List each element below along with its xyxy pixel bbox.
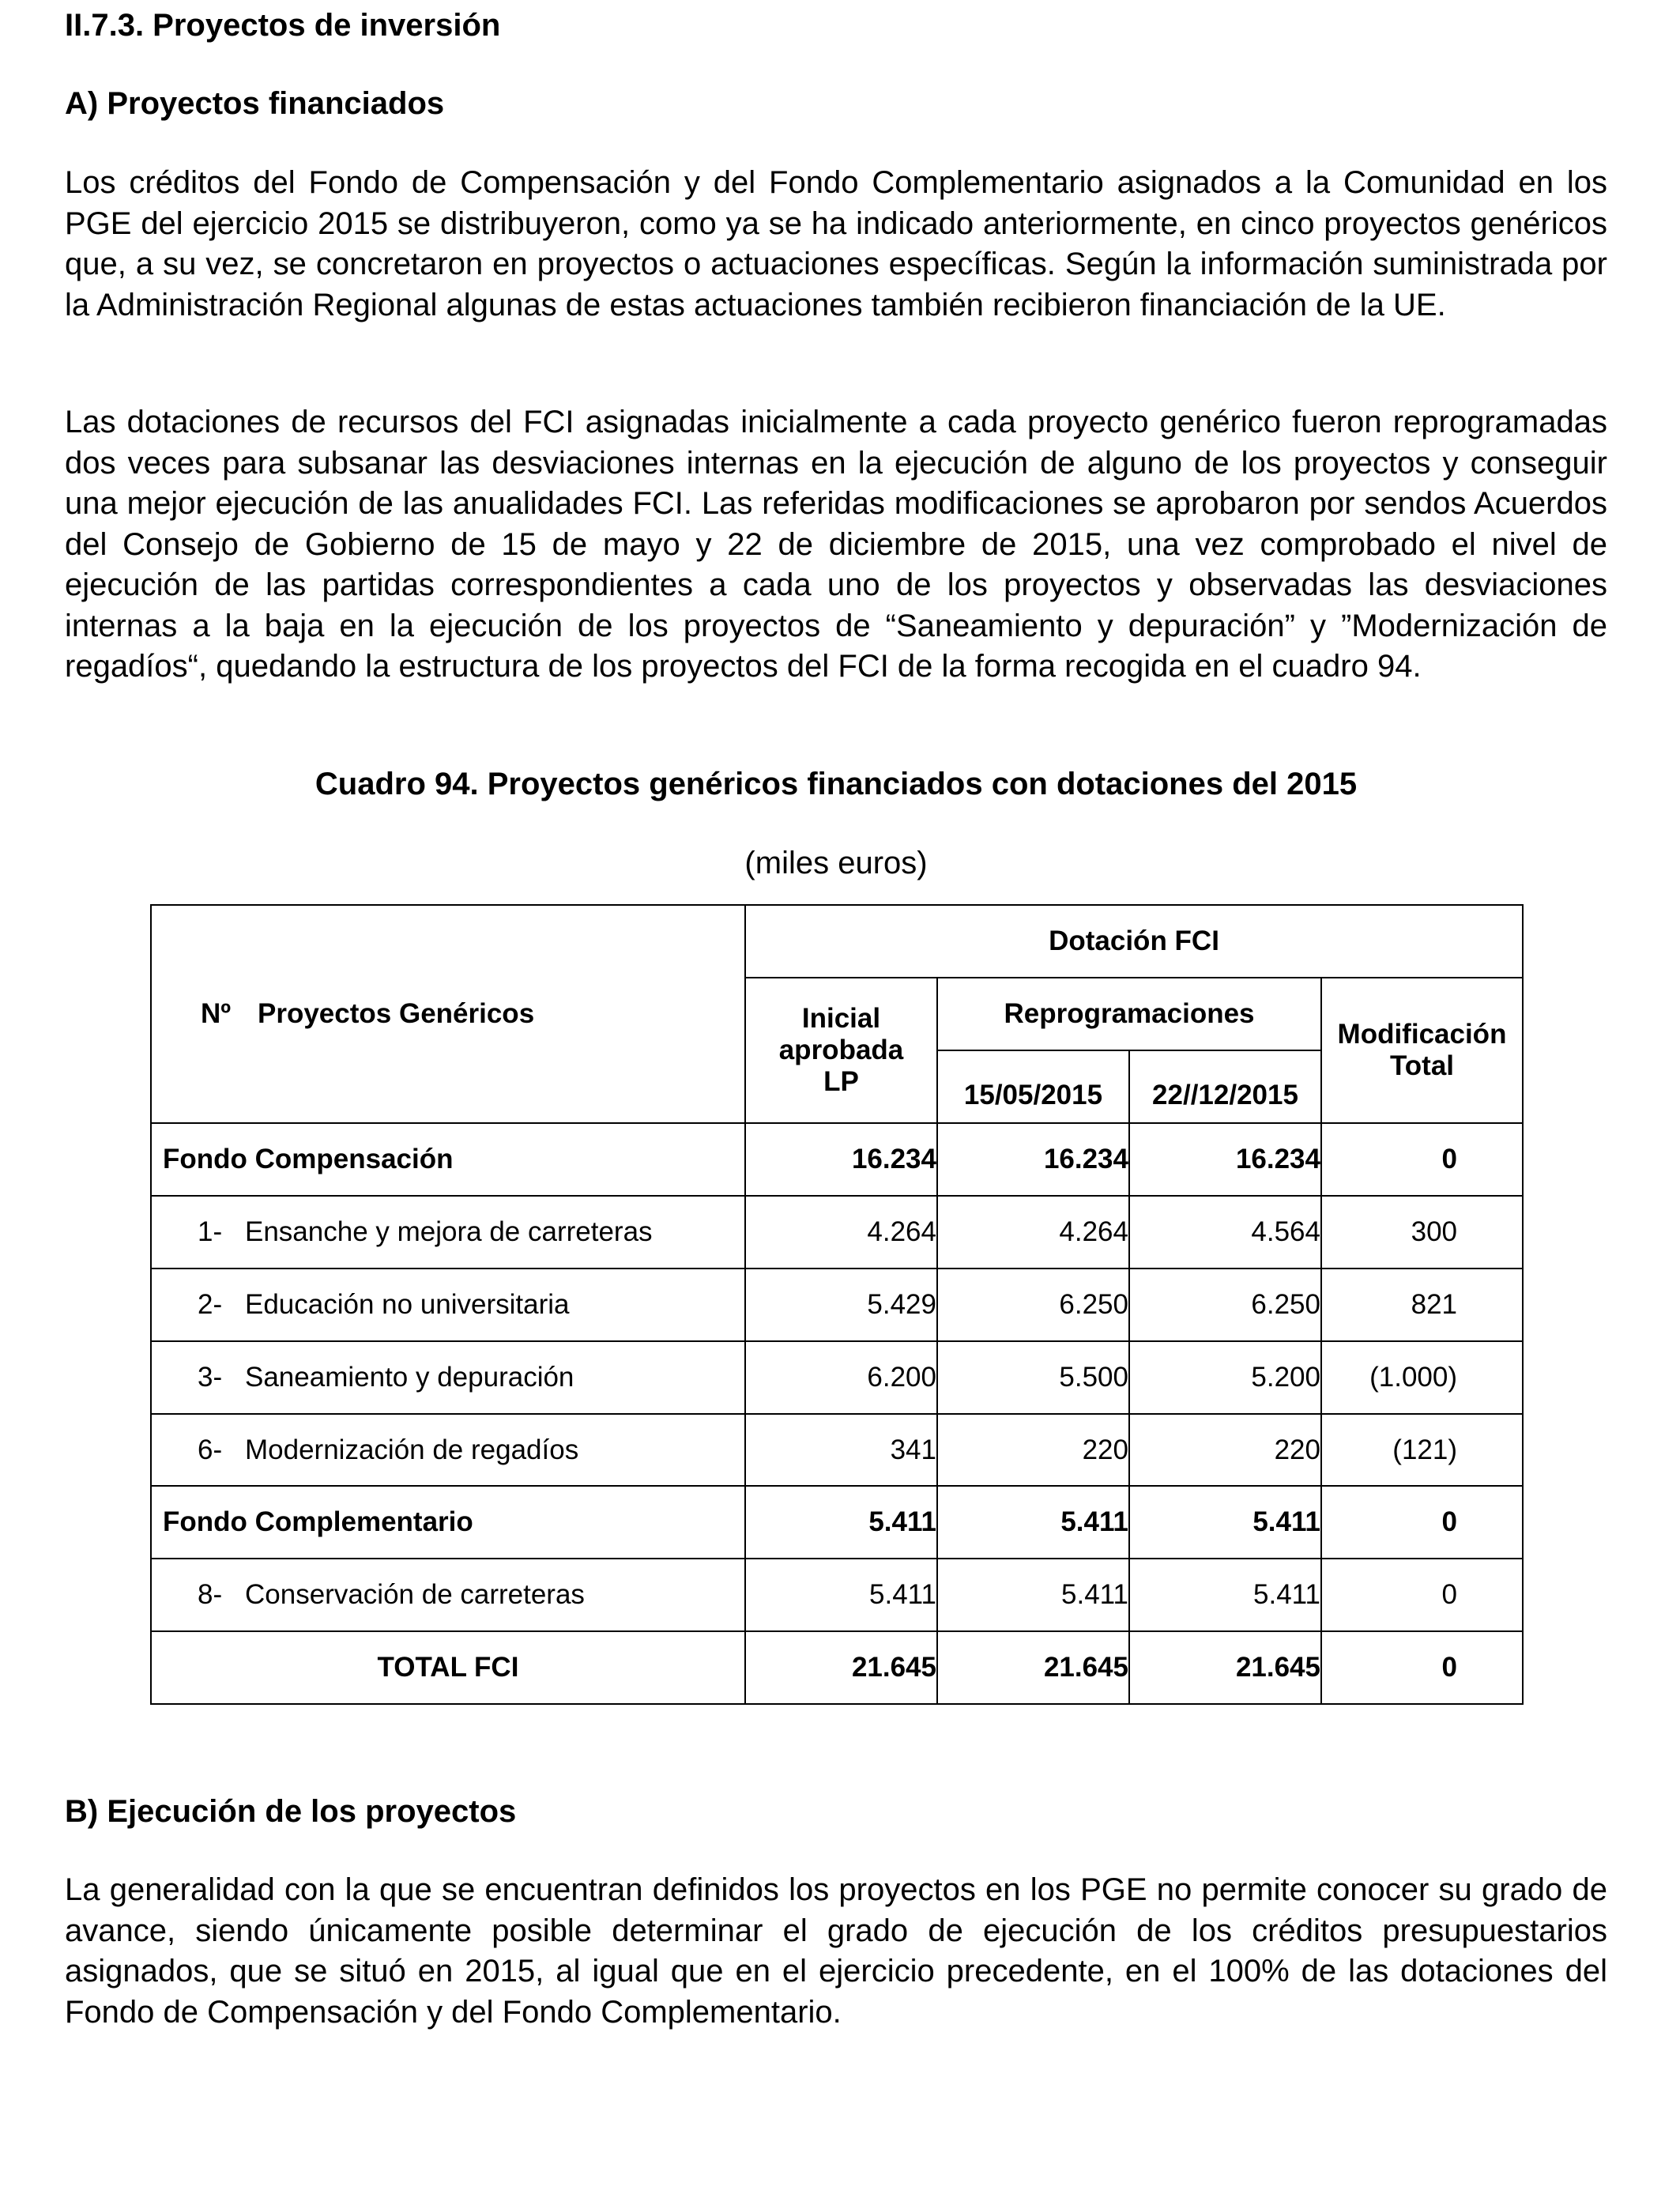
section-title: II.7.3. Proyectos de inversión: [65, 8, 501, 43]
cell-modificacion: 821: [1321, 1269, 1523, 1341]
cell-reprog-1: 220: [937, 1414, 1129, 1487]
row-label: Modernización de regadíos: [245, 1434, 579, 1465]
cell-reprog-1: 5.411: [937, 1486, 1129, 1559]
row-name: [151, 1196, 745, 1269]
row-name: TOTAL FCI: [151, 1631, 745, 1704]
row-name: Fondo Complementario: [151, 1486, 745, 1559]
header-modificacion-line-1: Modificación: [1337, 1019, 1507, 1050]
header-reprogramaciones: Reprogramaciones: [937, 978, 1321, 1050]
paragraph-credits-distribution: Los créditos del Fondo de Compensación y del Fondo Complementario asignados a la Comunidad en los PGE del ejercicio 2015 se distribuyeron, como ya se ha indicado anteriormente, en cinco proyectos genéricos que, a su vez, se concretaron en proyectos o actuaciones específicas. Según la información suministrada por la Administración Regional algunas de estas actuaciones también recibieron financiación de la UE.: [65, 165, 1607, 322]
cell-modificacion: (121): [1321, 1414, 1523, 1487]
header-inicial-line-3: LP: [823, 1066, 859, 1097]
cell-reprog-2: 21.645: [1129, 1631, 1321, 1704]
table-units: (miles euros): [744, 846, 928, 880]
cell-inicial: 5.429: [745, 1269, 937, 1341]
table-row: [151, 1196, 1523, 1269]
table-row: [151, 1486, 1523, 1559]
heading-projects-financed: A) Proyectos financiados: [65, 86, 445, 121]
row-number: 2-: [198, 1288, 223, 1320]
cell-inicial: 341: [745, 1414, 937, 1487]
header-dotacion: Dotación FCI: [745, 905, 1523, 978]
cell-modificacion: 0: [1321, 1123, 1523, 1196]
cell-reprog-1: 5.411: [937, 1559, 1129, 1631]
cell-inicial: 5.411: [745, 1559, 937, 1631]
table-row: [151, 1341, 1523, 1414]
row-label: Educación no universitaria: [245, 1288, 570, 1320]
cell-modificacion: 0: [1321, 1631, 1523, 1704]
header-no: Nº: [201, 998, 232, 1029]
header-inicial: [745, 978, 937, 1123]
header-modificacion: [1321, 978, 1523, 1123]
row-label: Conservación de carreteras: [245, 1579, 585, 1611]
cell-reprog-1: 21.645: [937, 1631, 1129, 1704]
cell-reprog-1: 16.234: [937, 1123, 1129, 1196]
cell-modificacion: 300: [1321, 1196, 1523, 1269]
header-projects: [151, 905, 745, 1123]
row-name: [151, 1559, 745, 1631]
paragraph-execution-degree: La generalidad con la que se encuentran definidos los proyectos en los PGE no permite conocer su grado de avance, siendo únicamente posible determinar el grado de ejecución de los créditos presupuestarios asignados, que se situó en 2015, al igual que en el ejercicio precedente, en el 100% de las dotaciones del Fondo de Compensación y del Fondo Complementario.: [65, 1872, 1607, 2030]
cell-reprog-2: 5.411: [1129, 1486, 1321, 1559]
header-modificacion-line-2: Total: [1390, 1050, 1455, 1081]
cell-inicial: 16.234: [745, 1123, 937, 1196]
cell-inicial: 5.411: [745, 1486, 937, 1559]
table-row: [151, 1559, 1523, 1631]
projects-table: [150, 904, 1524, 1705]
cell-reprog-2: 4.564: [1129, 1196, 1321, 1269]
header-inicial-line-1: Inicial: [801, 1003, 881, 1034]
cell-reprog-1: 6.250: [937, 1269, 1129, 1341]
cell-reprog-1: 4.264: [937, 1196, 1129, 1269]
row-name: Fondo Compensación: [151, 1123, 745, 1196]
row-name: [151, 1269, 745, 1341]
table-row: [151, 1414, 1523, 1487]
row-number: 8-: [198, 1579, 223, 1611]
cell-modificacion: (1.000): [1321, 1341, 1523, 1414]
table-caption: Cuadro 94. Proyectos genéricos financiados con dotaciones del 2015: [315, 767, 1358, 801]
cell-modificacion: 0: [1321, 1559, 1523, 1631]
cell-reprog-2: 5.411: [1129, 1559, 1321, 1631]
row-label: Ensanche y mejora de carreteras: [245, 1216, 653, 1247]
cell-reprog-2: 5.200: [1129, 1341, 1321, 1414]
cell-inicial: 6.200: [745, 1341, 937, 1414]
cell-modificacion: 0: [1321, 1486, 1523, 1559]
row-number: 6-: [198, 1434, 223, 1465]
row-name: [151, 1414, 745, 1487]
heading-project-execution: B) Ejecución de los proyectos: [65, 1794, 517, 1829]
table-row: [151, 1269, 1523, 1341]
row-name: [151, 1341, 745, 1414]
cell-reprog-1: 5.500: [937, 1341, 1129, 1414]
table-row: [151, 1123, 1523, 1196]
cell-inicial: 4.264: [745, 1196, 937, 1269]
header-projects-label: Proyectos Genéricos: [258, 998, 535, 1029]
table-row-total: [151, 1631, 1523, 1704]
paragraph-reprogramming: Las dotaciones de recursos del FCI asignadas inicialmente a cada proyecto genérico fueron reprogramadas dos veces para subsanar las desviaciones internas en la ejecución de alguno de los proyectos y conseguir una mejor ejecución de las anualidades FCI. Las referidas modificaciones se aprobaron por sendos Acuerdos del Consejo de Gobierno de 15 de mayo y 22 de diciembre de 2015, una vez comprobado el nivel de ejecución de las partidas correspondientes a cada uno de los proyectos y observadas las desviaciones internas a la baja en la ejecución de los proyectos de “Saneamiento y depuración” y ”Modernización de regadíos“, quedando la estructura de los proyectos del FCI de la forma recogida en el cuadro 94.: [65, 405, 1607, 684]
row-label: Saneamiento y depuración: [245, 1361, 574, 1393]
header-fecha-1: 15/05/2015: [937, 1050, 1129, 1123]
cell-reprog-2: 220: [1129, 1414, 1321, 1487]
cell-inicial: 21.645: [745, 1631, 937, 1704]
header-fecha-2: 22//12/2015: [1129, 1050, 1321, 1123]
row-number: 3-: [198, 1361, 223, 1393]
row-number: 1-: [198, 1216, 223, 1247]
cell-reprog-2: 16.234: [1129, 1123, 1321, 1196]
header-inicial-line-2: aprobada: [778, 1035, 904, 1065]
cell-reprog-2: 6.250: [1129, 1269, 1321, 1341]
table-header-row: [151, 905, 1523, 978]
